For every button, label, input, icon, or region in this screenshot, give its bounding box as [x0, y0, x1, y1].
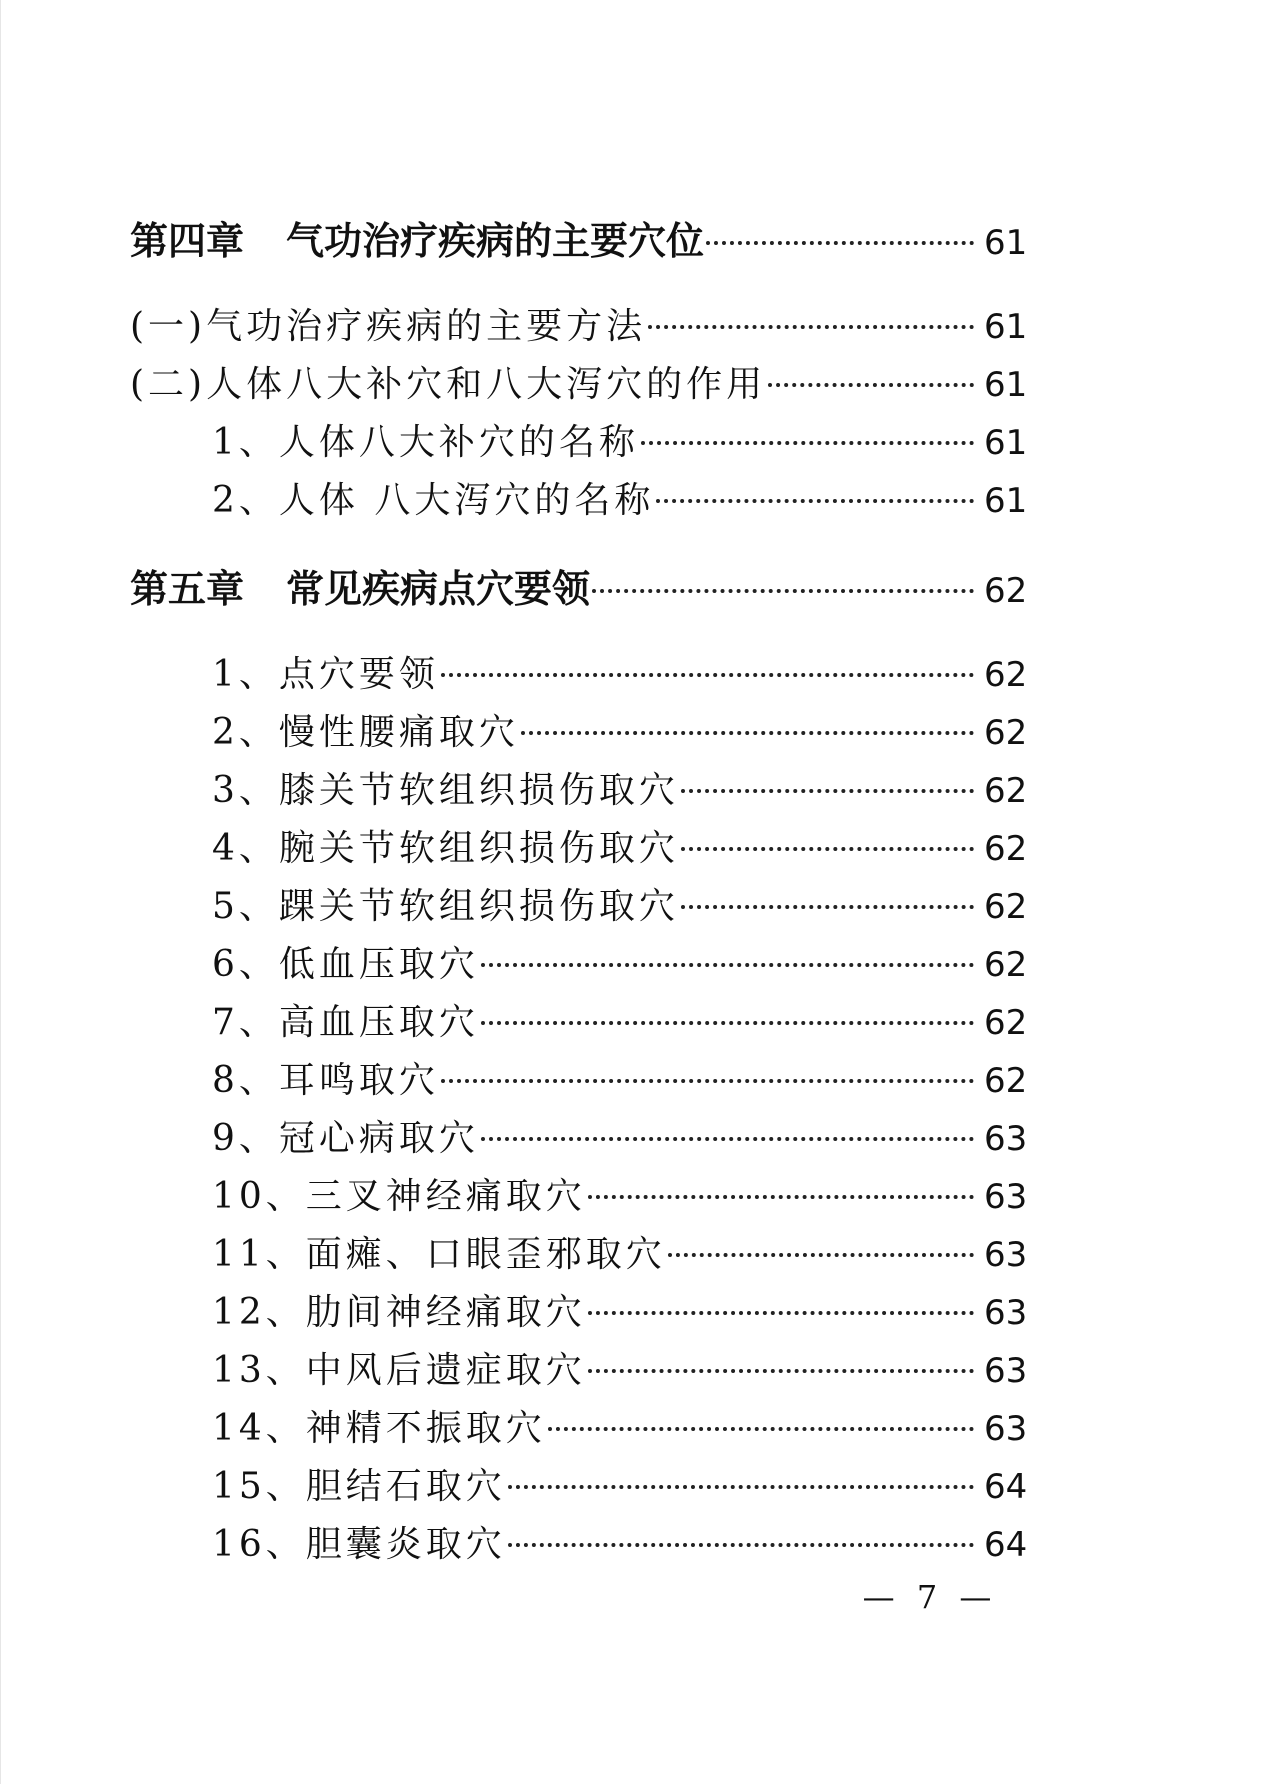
toc-entry-item [212, 646, 1030, 698]
chapter-label [130, 210, 704, 265]
toc-entry-item [212, 1052, 1030, 1104]
toc-entry-item [212, 878, 1030, 930]
entry-label: 5、踝关节软组织损伤取穴 [212, 886, 679, 927]
entry-label: 3、膝关节软组织损伤取穴 [212, 770, 679, 811]
page-number: 61 [984, 365, 1028, 405]
dot-leader [656, 499, 974, 503]
dot-leader [668, 1253, 974, 1257]
dot-leader [588, 1311, 974, 1315]
chapter-title: 气功治疗疾病的主要穴位 [286, 219, 705, 263]
entry-label: 16、胆囊炎取穴 [212, 1524, 506, 1565]
toc-entry-item [212, 1400, 1030, 1452]
page-number: 64 [984, 1467, 1028, 1507]
entry-label: 14、神精不振取穴 [212, 1408, 546, 1449]
page-number: 61 [984, 423, 1028, 463]
entry-label: 11、面瘫、口眼歪邪取穴 [212, 1234, 666, 1275]
dot-leader [548, 1427, 974, 1431]
page-number: 62 [984, 1061, 1028, 1101]
entry-label: 6、低血压取穴 [212, 944, 479, 985]
entry-label: 1、点穴要领 [212, 654, 439, 695]
dot-leader [681, 847, 974, 851]
page-number: 63 [984, 1119, 1028, 1159]
chapter-title: 常见疾病点穴要领 [286, 567, 591, 611]
entry-label: 13、中风后遗症取穴 [212, 1350, 586, 1391]
entry-label: 15、胆结石取穴 [212, 1466, 506, 1507]
page-number: 62 [984, 655, 1028, 695]
dot-leader [521, 731, 974, 735]
dot-leader [481, 963, 974, 967]
entry-label: 2、人体 八大泻穴的名称 [212, 480, 655, 521]
dot-leader [441, 1079, 974, 1083]
page-number: 63 [984, 1177, 1028, 1217]
entry-label: 10、三叉神经痛取穴 [212, 1176, 586, 1217]
toc-entry-item [212, 472, 1030, 524]
toc-entry-item [212, 762, 1030, 814]
entry-label: 1、人体八大补穴的名称 [212, 422, 639, 463]
chapter-prefix: 第五章 [130, 567, 245, 611]
dot-leader [768, 383, 974, 387]
toc-entry-item [212, 1168, 1030, 1220]
page-number: 63 [984, 1351, 1028, 1391]
dot-leader [508, 1485, 974, 1489]
page-number: 62 [984, 945, 1028, 985]
page-number: 62 [984, 887, 1028, 927]
entry-label: 8、耳鸣取穴 [212, 1060, 439, 1101]
page-number: 63 [984, 1293, 1028, 1333]
toc-entry-item [212, 1516, 1030, 1568]
entry-label: 12、肋间神经痛取穴 [212, 1292, 586, 1333]
toc-entry-item [212, 820, 1030, 872]
toc-entry-section [130, 298, 1030, 350]
page-footer-number: — 7 — [862, 1578, 998, 1616]
dot-leader [481, 1137, 974, 1141]
toc-entry-item [212, 1458, 1030, 1510]
toc-entry-item [212, 1110, 1030, 1162]
toc-entry-section [130, 356, 1030, 408]
page-number: 62 [984, 829, 1028, 869]
page-number: 62 [984, 771, 1028, 811]
dot-leader [588, 1195, 974, 1199]
chapter-prefix: 第四章 [130, 219, 245, 263]
page-number: 61 [984, 223, 1028, 263]
toc-entry-item [212, 994, 1030, 1046]
page-number: 62 [984, 571, 1028, 611]
toc-entry-item [212, 1226, 1030, 1278]
page-number: 63 [984, 1235, 1028, 1275]
dot-leader [681, 905, 974, 909]
page-number: 61 [984, 481, 1028, 521]
dot-leader [588, 1369, 974, 1373]
dot-leader [508, 1543, 974, 1547]
page-number: 61 [984, 307, 1028, 347]
entry-label: 7、高血压取穴 [212, 1002, 479, 1043]
entry-label: 2、慢性腰痛取穴 [212, 712, 519, 753]
page-number: 63 [984, 1409, 1028, 1449]
chapter-label [130, 558, 590, 613]
chapter-heading-4 [130, 210, 1030, 262]
dot-leader [706, 241, 974, 245]
page-number: 62 [984, 713, 1028, 753]
toc-entry-item [212, 936, 1030, 988]
chapter-heading-5 [130, 558, 1030, 610]
dot-leader [592, 589, 974, 593]
dot-leader [481, 1021, 974, 1025]
page-number: 64 [984, 1525, 1028, 1565]
entry-label: (一)气功治疗疾病的主要方法 [130, 306, 647, 347]
entry-label: 9、冠心病取穴 [212, 1118, 479, 1159]
toc-entry-item [212, 704, 1030, 756]
dot-leader [648, 325, 974, 329]
dot-leader [641, 441, 974, 445]
toc-entry-item [212, 1284, 1030, 1336]
dot-leader [681, 789, 974, 793]
entry-label: (二)人体八大补穴和八大泻穴的作用 [130, 364, 767, 405]
toc-entry-item [212, 1342, 1030, 1394]
toc-entry-item [212, 414, 1030, 466]
entry-label: 4、腕关节软组织损伤取穴 [212, 828, 679, 869]
dot-leader [441, 673, 974, 677]
page-number: 62 [984, 1003, 1028, 1043]
